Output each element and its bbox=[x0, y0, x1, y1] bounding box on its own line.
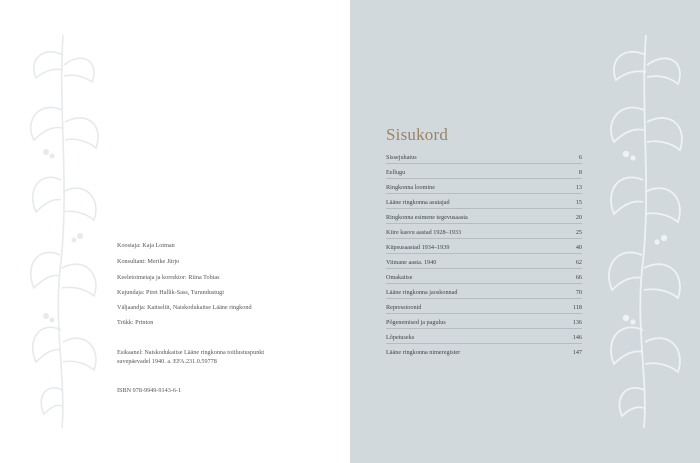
credit-consultant: Konsultant: Merike Jürjo bbox=[117, 258, 180, 265]
toc-entry-title: Lõpetuseks bbox=[386, 334, 415, 341]
toc-entry-page: 62 bbox=[575, 259, 582, 266]
toc-entry-page: 8 bbox=[578, 169, 582, 176]
toc-entry-page: 25 bbox=[575, 229, 582, 236]
toc-divider bbox=[386, 343, 582, 344]
cover-note-line-2: suvepäevadel 1940. a. EFA.231.0.59778 bbox=[117, 358, 217, 365]
credit-designer: Kujundaja: Piret Hallik-Sass, Turundustugi bbox=[117, 289, 224, 296]
isbn: ISBN 978-9949-9143-6-1 bbox=[117, 387, 182, 394]
toc-row[interactable] bbox=[386, 270, 582, 284]
toc-entry-page: 70 bbox=[575, 289, 582, 296]
toc-divider bbox=[386, 178, 582, 179]
toc-divider bbox=[386, 163, 582, 164]
toc-entry-title: Lääne ringkonna asutajad bbox=[386, 199, 450, 206]
toc-entry-title: Kiire kasvu aastad 1928–1933 bbox=[386, 229, 462, 236]
toc-entry-title: Lääne ringkonna jaoskonnad bbox=[386, 289, 458, 296]
toc-entry-page: 40 bbox=[575, 244, 582, 251]
toc-row[interactable] bbox=[386, 300, 582, 314]
toc-entry-page: 15 bbox=[575, 199, 582, 206]
toc-entry-page: 13 bbox=[575, 184, 582, 191]
oak-leaf-ornament-left bbox=[18, 30, 108, 430]
toc-divider bbox=[386, 238, 582, 239]
toc-divider bbox=[386, 283, 582, 284]
toc-entry-page: 66 bbox=[575, 274, 582, 281]
toc-entry-page: 6 bbox=[578, 154, 582, 161]
toc-divider bbox=[386, 253, 582, 254]
toc-row[interactable] bbox=[386, 315, 582, 329]
toc-title: Sisukord bbox=[386, 125, 449, 144]
toc-divider bbox=[386, 298, 582, 299]
toc-row[interactable] bbox=[386, 180, 582, 194]
toc-entry-title: Põgenemised ja pagulus bbox=[386, 319, 446, 326]
toc-row[interactable] bbox=[386, 240, 582, 254]
toc-row[interactable] bbox=[386, 195, 582, 209]
oak-leaf-ornament-right bbox=[594, 30, 694, 430]
toc-row[interactable] bbox=[386, 150, 582, 164]
toc-entry-page: 20 bbox=[575, 214, 582, 221]
toc-entry-title: Ringkonna esimene tegevusaasta bbox=[386, 214, 468, 221]
toc-entry-title: Sissejuhatus bbox=[386, 154, 417, 161]
toc-entry-page: 146 bbox=[572, 334, 582, 341]
credit-printer: Trükk: Printon bbox=[117, 319, 154, 326]
toc-entry-page: 118 bbox=[572, 304, 582, 311]
toc-divider bbox=[386, 268, 582, 269]
credit-compiler: Koostaja: Kaja Lotman bbox=[117, 242, 175, 249]
toc-divider bbox=[386, 313, 582, 314]
toc-row[interactable] bbox=[386, 285, 582, 299]
toc-entry-title: Lääne ringkonna nimeregister bbox=[386, 349, 461, 356]
toc-entry-page: 147 bbox=[572, 349, 582, 356]
toc-entry-title: Repressioonid bbox=[386, 304, 422, 311]
toc-row[interactable] bbox=[386, 165, 582, 179]
credit-publisher: Väljaandja: Kaitseliit, Naiskodukaitse Lääne ringkond bbox=[117, 304, 252, 311]
toc-entry-title: Küpsusaastad 1934–1939 bbox=[386, 244, 450, 251]
toc-divider bbox=[386, 223, 582, 224]
cover-note-line-1: Esikaanel: Naiskodukaitse Lääne ringkonna toitlustuspunkt bbox=[117, 349, 265, 356]
toc-row[interactable] bbox=[386, 210, 582, 224]
toc-row[interactable] bbox=[386, 330, 582, 344]
credit-editor: Keeletoimetaja ja korrektor: Riina Tobias bbox=[117, 274, 220, 281]
toc-row[interactable] bbox=[386, 255, 582, 269]
toc-divider bbox=[386, 328, 582, 329]
toc-entry-title: Eellugu bbox=[386, 169, 406, 176]
toc-divider bbox=[386, 193, 582, 194]
toc-entry-page: 136 bbox=[572, 319, 582, 326]
toc-divider bbox=[386, 208, 582, 209]
toc-row[interactable] bbox=[386, 345, 582, 359]
toc-entry-title: Omakaitse bbox=[386, 274, 413, 281]
toc-entry-title: Viimane aasta. 1940 bbox=[386, 259, 437, 266]
toc-entry-title: Ringkonna loomine bbox=[386, 184, 435, 191]
toc-row[interactable] bbox=[386, 225, 582, 239]
